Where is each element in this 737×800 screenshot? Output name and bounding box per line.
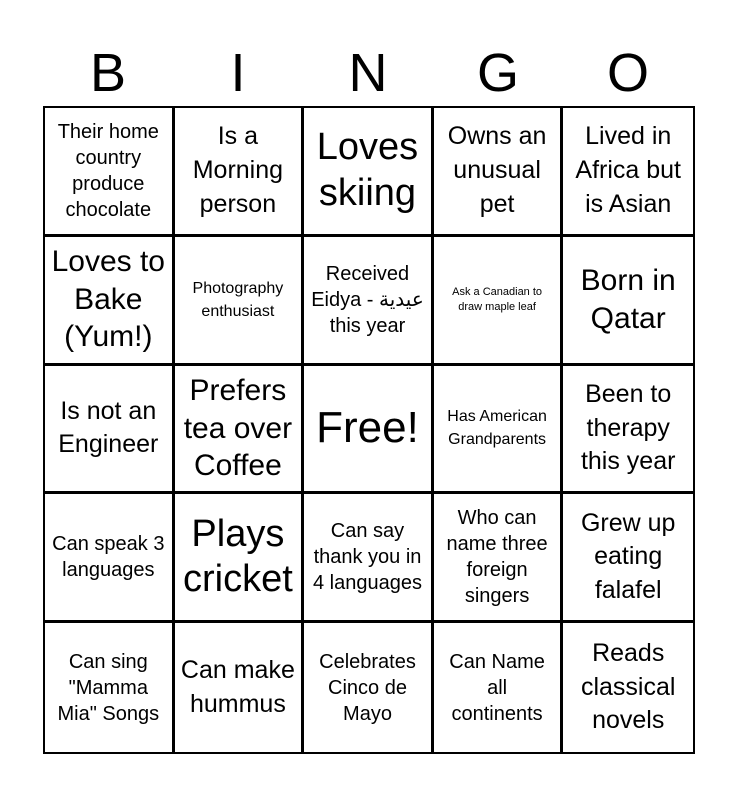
bingo-cell-text: Lived in Africa but is Asian [575, 122, 681, 218]
header-letter-g: G [476, 43, 519, 103]
bingo-cell[interactable] [45, 108, 175, 237]
bingo-cell-text: Photography enthusiast [192, 279, 284, 320]
bingo-cell[interactable] [45, 494, 175, 623]
bingo-cell[interactable] [304, 494, 434, 623]
header-letter-n: N [348, 43, 388, 103]
bingo-cell-text: Has American Grandparents [447, 408, 547, 449]
bingo-cell-text: Is not an Engineer [58, 396, 159, 459]
bingo-cell-text: Celebrates Cinco de Mayo [319, 650, 416, 725]
bingo-cell[interactable] [304, 108, 434, 237]
bingo-cell-text: Can make hummus [180, 655, 295, 718]
header-letter-b: B [89, 43, 127, 103]
header-letter-i: I [230, 43, 246, 103]
bingo-cell-text: Reads classical novels [580, 638, 676, 735]
bingo-cell-text: Plays cricket [182, 512, 293, 601]
bingo-cell[interactable] [45, 237, 175, 366]
bingo-cell[interactable] [563, 108, 693, 237]
bingo-cell-text: Received Eidya - عيدية this year [311, 262, 424, 337]
bingo-cell-text: Their home country produce chocolate [57, 120, 159, 221]
bingo-cell[interactable] [563, 494, 693, 623]
bingo-cell[interactable] [175, 366, 305, 495]
bingo-cell[interactable] [304, 237, 434, 366]
bingo-cell-text: Loves skiing [316, 126, 419, 214]
bingo-cell-text: Ask a Canadian to draw maple leaf [452, 286, 543, 313]
bingo-cell[interactable] [175, 623, 305, 752]
bingo-cell-text: Who can name three foreign singers [446, 507, 548, 608]
bingo-cell-text: Been to therapy this year [580, 379, 676, 476]
header-letter-o: O [606, 43, 649, 103]
bingo-cell[interactable] [434, 108, 564, 237]
bingo-cell[interactable] [175, 237, 305, 366]
bingo-cell[interactable] [434, 623, 564, 752]
bingo-cell-text: Can speak 3 languages [52, 533, 165, 582]
bingo-cell[interactable] [434, 494, 564, 623]
bingo-cell-text: Prefers tea over Coffee [183, 374, 293, 483]
bingo-cell-text: Loves to Bake (Yum!) [51, 245, 165, 354]
bingo-board [43, 106, 695, 754]
bingo-cell-text: Free! [316, 403, 419, 453]
bingo-cell[interactable] [175, 108, 305, 237]
bingo-cell[interactable] [563, 366, 693, 495]
bingo-cell[interactable] [175, 494, 305, 623]
free-space-cell[interactable] [304, 366, 434, 495]
bingo-cell[interactable] [563, 623, 693, 752]
bingo-cell-text: Owns an unusual pet [447, 122, 547, 218]
bingo-cell-text: Can Name all continents [449, 650, 545, 725]
bingo-cell-text: Can say thank you in 4 languages [313, 520, 422, 595]
bingo-cell-text: Is a Morning person [192, 122, 284, 218]
bingo-cell[interactable] [45, 623, 175, 752]
bingo-cell[interactable] [434, 237, 564, 366]
bingo-cell[interactable] [304, 623, 434, 752]
bingo-cell-text: Grew up eating falafel [580, 508, 676, 605]
bingo-cell[interactable] [434, 366, 564, 495]
bingo-cell[interactable] [563, 237, 693, 366]
bingo-cell-text: Can sing "Mamma Mia" Songs [57, 650, 160, 725]
bingo-cell[interactable] [45, 366, 175, 495]
bingo-cell-text: Born in Qatar [580, 264, 676, 335]
bingo-header [43, 40, 693, 106]
